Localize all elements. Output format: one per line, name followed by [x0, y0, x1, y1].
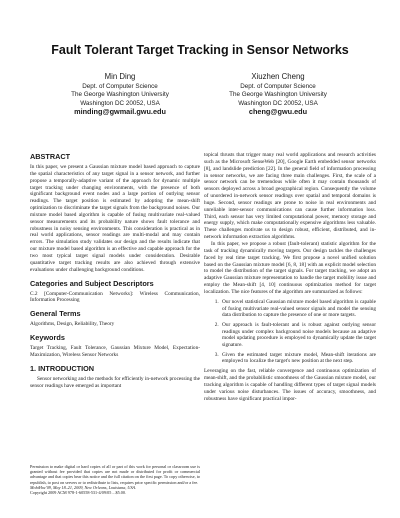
author-name: Min Ding — [104, 72, 136, 81]
intro-paragraph-3: Leveraging on the fast, reliable convergence and continuous optimization of mean-shift, and the probabilistic smoothness of the Gaussian mixture model, our tracking algorithm is capable of handling different types of target signal models under various noise disturbances. The issues of accuracy, smoothness, and robustness have significant practical impor- — [204, 368, 376, 402]
author-address: Washington DC 20052, USA — [238, 99, 318, 107]
author-name: Xiuzhen Cheng — [251, 72, 305, 81]
categories-text: C.2 [Computer-Communication Networks]: Wireless Communication, Information Processing — [30, 290, 200, 304]
abstract-text: In this paper, we present a Gaussian mixture model based approach to capture the spatial characteristics of any target signal in a sensor network, and further propose a temporally-adaptive variant of the approach for dynamic multiple target tracking under changing environments, with the presence of both significant background event nodes and a large portion of outlying sensor readings. The target position is estimated by adopting the mean-shift optimization to discriminate the target signals from the background noises. Our mixture model based algorithm is capable of fusing multivariate real-valued sensor measurements and its probability nature shows fault tolerance and robustness in noisy sensing environments. This consideration is practical as in real world applications, sensor readings are multi-modal and may contain errors. The simulation study validates our design and the results indicate that our mixture model based algorithm is an effective and capable approach for the two most typical target signal models under consideration. Desirable quantitative target tracking results are also achieved through extensive evaluations under challenging background conditions. — [30, 164, 200, 273]
venue-line: MobiHoc'09, May 18–21, 2009, New Orleans, Louisiana, USA. — [30, 484, 137, 490]
author-block-1 — [30, 72, 210, 117]
author-address: Washington DC 20052, USA — [80, 99, 160, 107]
author-dept: Dept. of Computer Science — [240, 83, 316, 90]
author-org: The George Washington University — [71, 91, 169, 99]
permission-footnote — [30, 464, 200, 495]
author-block-2 — [188, 72, 368, 117]
author-dept: Dept. of Computer Science — [82, 83, 158, 90]
list-item: 3. Given the estimated target mixture model, Mean-shift iterations are employed to localize the target's new position at the next step. — [220, 352, 376, 366]
list-item: 1. Our novel statistical Gaussian mixture model based algorithm is capable of fusing multivariate real-valued sensor signals and model the sensing data distribution to capture the presence of one or more targets. — [220, 299, 376, 320]
contributions-list — [204, 299, 376, 366]
intro-heading: 1. INTRODUCTION — [30, 363, 95, 373]
copyright-line: Copyright 2009 ACM 978-1-60558-531-4/09/05 ...$5.00. — [30, 490, 126, 496]
keywords-text: Target Tracking, Fault Tolerance, Gaussian Mixture Model, Expectation-Maximization, Wireless Sensor Networks — [30, 345, 200, 358]
author-org: The George Washington University — [229, 91, 327, 99]
author-email: cheng@gwu.edu — [248, 107, 308, 117]
terms-text: Algorithms, Design, Reliability, Theory — [30, 321, 115, 328]
left-column — [30, 153, 200, 389]
terms-heading: General Terms — [30, 309, 81, 319]
paper-title: Fault Tolerant Target Tracking in Sensor Networks — [51, 43, 349, 57]
list-item: 2. Our approach is fault-tolerant and is robust against outlying sensor readings under complex background noise models because an adaptive model updating procedure is employed to dynamically update the target signature. — [220, 322, 376, 349]
intro-paragraph-2: In this paper, we propose a robust (fault-tolerant) statistic algorithm for the task of tracking dynamically moving targets. Our design tackles the challenges faced by real time target tracking. We first propose a novel unified solution based on the Gaussian mixture model [6, 8, 18] with an explicit model selection to model the distribution of the target signals. For target tracking, we adopt an adaptive Gaussian mixture representation to handle the target mobility issue and employ the Mean-shift [4, 10] continuous optimization method for target localization. The nice features of the algorithm are summarized as follows: — [204, 240, 376, 295]
categories-heading: Categories and Subject Descriptors — [30, 278, 154, 288]
permission-text: Permission to make digital or hard copies of all or part of this work for personal or classroom use is granted without fee provided that copies are not made or distributed for profit or commercial advantage and that copies bear this notice and the full citation on the first page. To copy otherwise, to republish, to post on servers or to redistribute to lists, requires prior specific permission and/or a fee. — [30, 464, 200, 485]
abstract-heading: ABSTRACT — [30, 152, 71, 161]
author-email: minding@gwmail.gwu.edu — [74, 107, 166, 117]
intro-paragraph-1-start: Sensor networking and the methods for efficiently in-network processing the sensor readings have emerged as important — [30, 375, 200, 389]
keywords-heading: Keywords — [30, 333, 65, 343]
intro-paragraph-1-cont: topical thrusts that trigger many real world applications and research activities such as the Microsoft SenseWeb [20], Google Earth embedded sensor networks [8], and landslide prediction [22]. In the general field of information processing in sensor networks, we are facing three main challenges. First, the scale of a sensor network can be tremendous while often it may contain thousands of sensors deployed across a broad geographical region. Consequently the volume of unordered in-network sensor readings over spatial and temporal domains is huge. Second, sensor readings are prone to noise in real environments and unreliable inter-sensor communications can cause further information loss. Third, each sensor has very limited computational power, memory storage and energy supply, which make computationally expensive algorithms less valuable. These challenges motivate us to design robust, efficient, distributed, and in-network information extraction algorithms. — [204, 152, 376, 241]
right-column — [204, 152, 376, 403]
